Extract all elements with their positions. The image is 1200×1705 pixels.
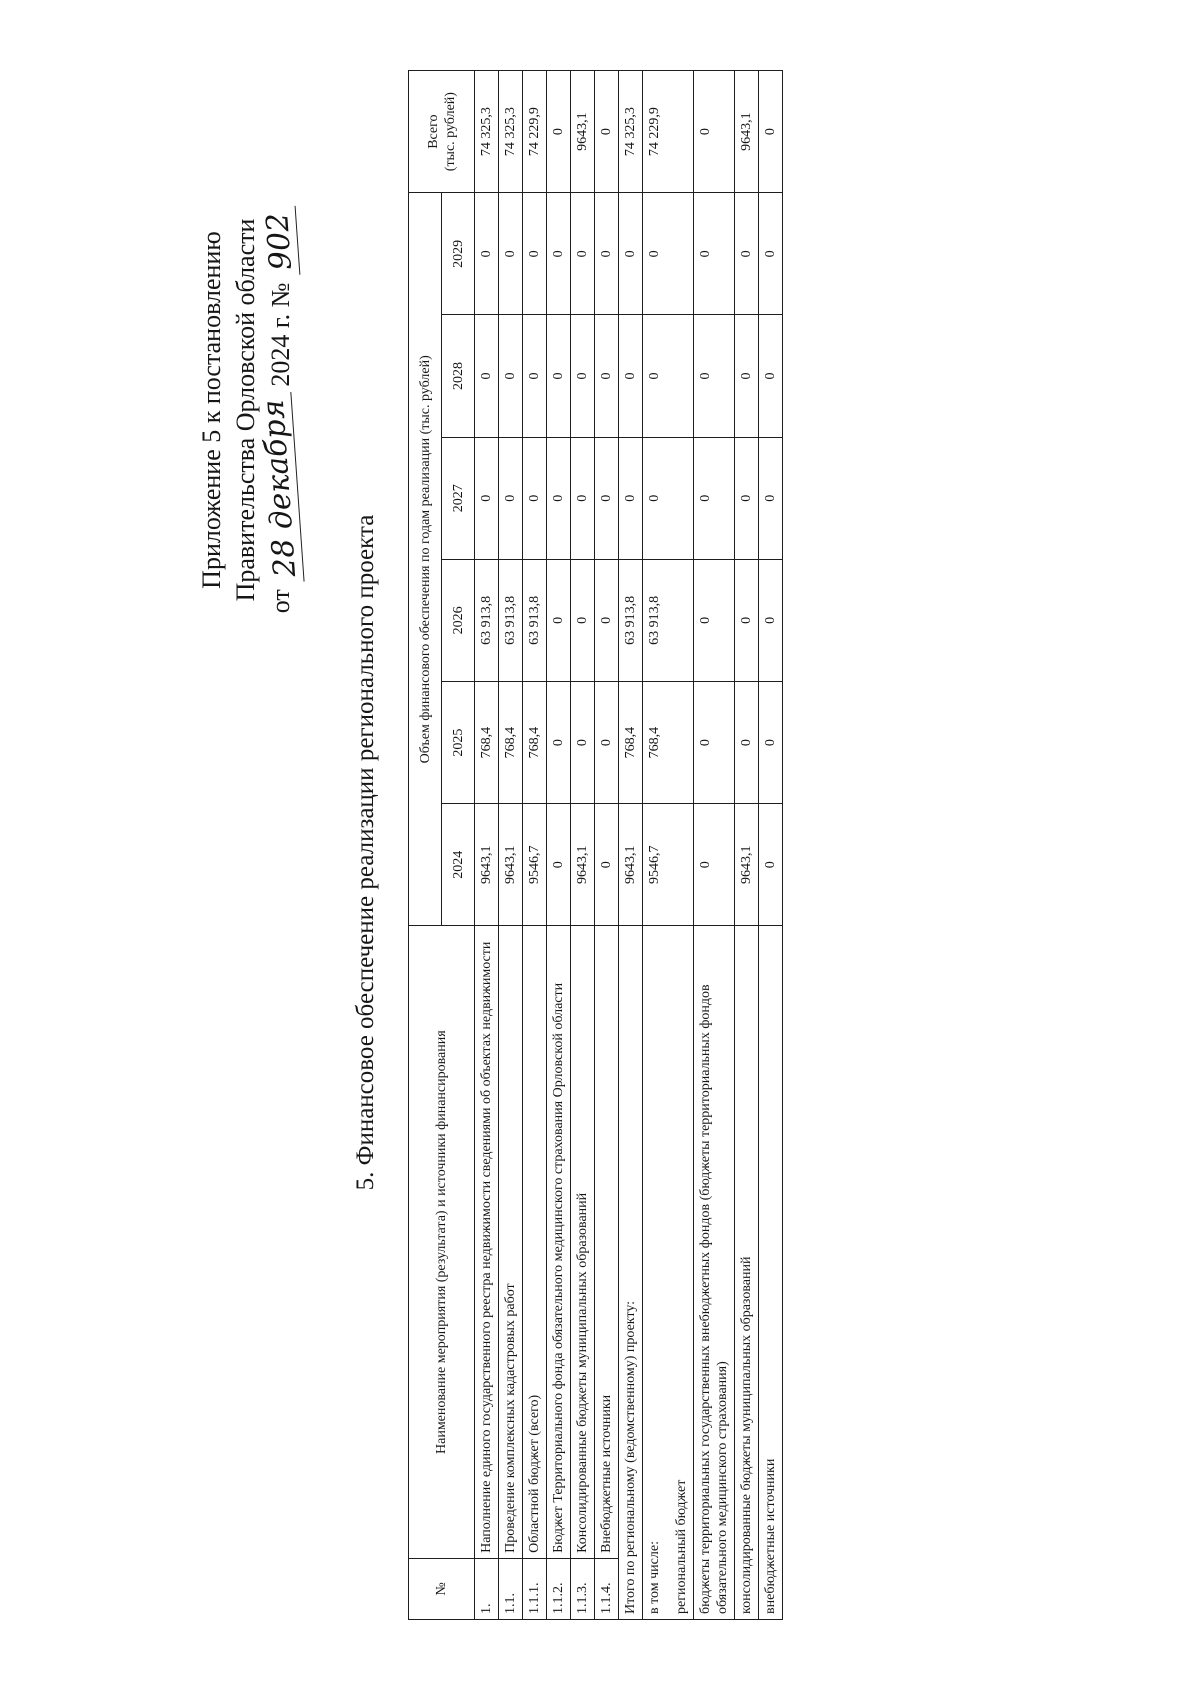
value-cell: 0 [547,437,571,559]
row-number: 1.1.3. [571,1558,595,1619]
value-cell: 9643,1 [475,804,499,926]
value-cell: 0 [735,682,759,804]
value-cell: 0 [619,437,643,559]
value-cell: 0 [643,315,694,437]
header-year: 2026 [442,559,475,681]
year-text: 2024 г. № [266,282,295,387]
value-cell: 0 [475,193,499,315]
table-row [523,71,547,1620]
row-name: Проведение комплексных кадастровых работ [499,926,523,1559]
value-cell: 0 [735,193,759,315]
row-name: Бюджет Территориального фонда обязательного медицинского страхования Орловской области [547,926,571,1559]
value-cell: 768,4 [643,682,694,804]
row-name: Консолидированные бюджеты муниципальных образований [571,926,595,1559]
header-total-line-2: (тыс. рублей) [442,92,458,172]
table-row [475,71,499,1620]
header-volume: Объем финансового обеспечения по годам реализации (тыс. рублей) [409,193,442,926]
breakdown-label-line-2: региональный бюджет [674,1479,689,1614]
value-cell: 0 [759,437,783,559]
header-name: Наименование мероприятия (результата) и источники финансирования [409,926,475,1559]
value-cell: 0 [619,193,643,315]
value-cell: 0 [547,804,571,926]
header-year: 2024 [442,804,475,926]
row-number: 1.1.1. [523,1558,547,1619]
table-row [595,71,619,1620]
value-cell: 0 [595,315,619,437]
value-cell: 9643,1 [735,804,759,926]
value-cell: 0 [475,315,499,437]
handwritten-date: 28 декабря [256,392,304,584]
value-cell: 0 [759,804,783,926]
header-total [409,71,475,193]
header-year: 2028 [442,315,475,437]
breakdown-label [643,926,694,1620]
appendix-line-3 [255,170,304,650]
source-row [759,71,783,1620]
value-cell: 0 [547,315,571,437]
total-cell: 74 325,3 [475,71,499,193]
value-cell: 63 913,8 [523,559,547,681]
source-name: внебюджетные источники [759,926,783,1620]
row-name: Наполнение единого государственного реестра недвижимости сведениями об объектах недвижимости [475,926,499,1559]
source-row [735,71,759,1620]
appendix-line-2: Правительства Орловской области [231,218,260,602]
total-cell: 0 [694,71,735,193]
appendix-header [195,170,304,650]
value-cell: 0 [499,315,523,437]
value-cell: 0 [759,682,783,804]
value-cell: 0 [759,315,783,437]
value-cell: 768,4 [499,682,523,804]
row-number: 1.1. [499,1558,523,1619]
value-cell: 0 [547,193,571,315]
financing-table [408,70,783,1620]
value-cell: 0 [694,193,735,315]
source-name: бюджеты территориальных государственных внебюджетных фондов (бюджеты территориальных фондов обязательного медицинского страхования) [694,926,735,1620]
value-cell: 0 [523,193,547,315]
total-cell: 74 325,3 [619,71,643,193]
total-cell: 0 [595,71,619,193]
value-cell: 0 [547,559,571,681]
value-cell: 0 [499,193,523,315]
value-cell: 768,4 [475,682,499,804]
value-cell: 0 [547,682,571,804]
value-cell: 0 [595,804,619,926]
summary-label: Итого по региональному (ведомственному) проекту: [619,926,643,1620]
total-cell: 9643,1 [735,71,759,193]
total-cell: 0 [547,71,571,193]
value-cell: 0 [735,559,759,681]
document-title: 5. Финансовое обеспечение реализации регионального проекта [352,514,379,1191]
table-row [571,71,595,1620]
row-name: Областной бюджет (всего) [523,926,547,1559]
header-total-line-1: Всего [425,114,441,149]
value-cell: 0 [523,437,547,559]
row-number: 1.1.2. [547,1558,571,1619]
value-cell: 0 [759,193,783,315]
value-cell: 0 [735,437,759,559]
value-cell: 0 [571,437,595,559]
value-cell: 0 [595,193,619,315]
value-cell: 0 [571,682,595,804]
value-cell: 0 [694,804,735,926]
value-cell: 768,4 [523,682,547,804]
value-cell: 0 [694,315,735,437]
value-cell: 9643,1 [499,804,523,926]
total-cell: 74 229,9 [643,71,694,193]
value-cell: 0 [499,437,523,559]
total-cell: 0 [759,71,783,193]
appendix-line-1: Приложение 5 к постановлению [197,231,226,589]
value-cell: 0 [619,315,643,437]
source-name: консолидированные бюджеты муниципальных образований [735,926,759,1620]
header-row-1 [409,71,442,1620]
total-cell: 74 229,9 [523,71,547,193]
value-cell: 0 [694,682,735,804]
value-cell: 0 [475,437,499,559]
breakdown-spacer [663,931,673,1614]
table-row [499,71,523,1620]
value-cell: 0 [643,437,694,559]
table-row [547,71,571,1620]
value-cell: 768,4 [619,682,643,804]
value-cell: 0 [694,559,735,681]
header-year: 2029 [442,193,475,315]
value-cell: 9643,1 [619,804,643,926]
value-cell: 0 [595,559,619,681]
value-cell: 0 [571,315,595,437]
header-year: 2027 [442,437,475,559]
value-cell: 9546,7 [643,804,694,926]
value-cell: 63 913,8 [643,559,694,681]
value-cell: 63 913,8 [619,559,643,681]
summary-row [619,71,643,1620]
value-cell: 0 [571,559,595,681]
value-cell: 0 [643,193,694,315]
value-cell: 0 [735,315,759,437]
total-cell: 74 325,3 [499,71,523,193]
value-cell: 0 [571,193,595,315]
header-year: 2025 [442,682,475,804]
total-cell: 9643,1 [571,71,595,193]
value-cell: 0 [759,559,783,681]
value-cell: 0 [523,315,547,437]
breakdown-row [643,71,694,1620]
table-body [475,71,783,1620]
row-number: 1.1.4. [595,1558,619,1619]
handwritten-number: 902 [261,206,301,278]
value-cell: 9546,7 [523,804,547,926]
value-cell: 0 [595,682,619,804]
value-cell: 0 [595,437,619,559]
value-cell: 63 913,8 [475,559,499,681]
value-cell: 9643,1 [571,804,595,926]
row-number: 1. [475,1558,499,1619]
from-prefix: от [266,589,295,614]
source-row [694,71,735,1620]
row-name: Внебюджетные источники [595,926,619,1559]
breakdown-label-line-1: в том числе: [647,1541,662,1614]
value-cell: 0 [694,437,735,559]
header-no: № [409,1558,475,1619]
value-cell: 63 913,8 [499,559,523,681]
